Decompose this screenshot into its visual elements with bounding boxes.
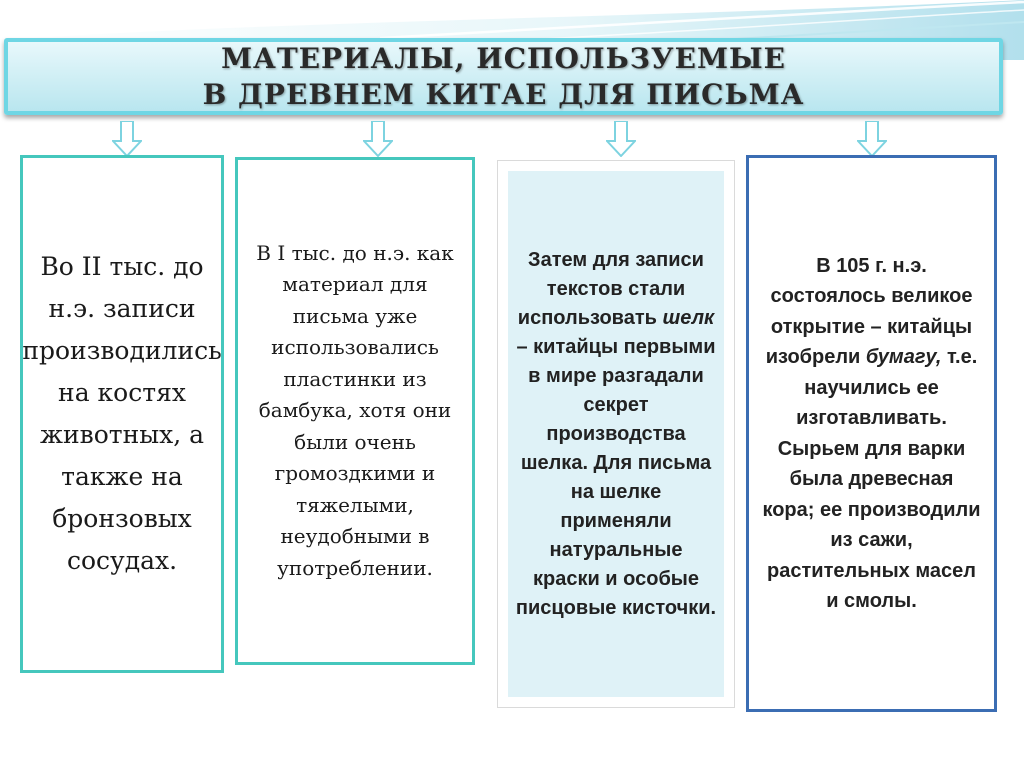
card-silk: [497, 160, 735, 708]
card-inner: [508, 171, 724, 697]
text-part: т.е. научились ее изготавливать. Сырьем для варки была древесная кора; ее производили из сажи, растительных масел и смолы.: [762, 346, 981, 612]
card-bamboo: [235, 157, 475, 665]
card-paper: [746, 155, 997, 712]
title-banner: [4, 38, 1003, 115]
down-arrow-icon: [112, 121, 142, 157]
emphasis-paper: бумагу,: [865, 346, 942, 368]
down-arrow-icon: [857, 121, 887, 157]
emphasis-silk: шелк: [662, 306, 715, 329]
down-arrow-icon: [606, 121, 636, 157]
text-part: Затем для записи текстов стали использовать: [517, 248, 704, 329]
down-arrow-icon: [363, 121, 393, 157]
text-part: – китайцы первыми в мире разгадали секрет производства шелка. Для письма на шелке применяли натуральные краски и особые писцовые кисточки.: [515, 335, 717, 619]
card-text: В I тыс. до н.э. как материал для письма уже использовались пластинки из бамбука, хотя они были очень громоздкими и тяжелыми, неудобными в употреблении.: [256, 240, 454, 580]
title-line-2: В ДРЕВНЕМ КИТАЕ ДЛЯ ПИСЬМА: [202, 77, 805, 111]
card-text: Во II тыс. до н.э. записи производились на костях животных, а также на бронзовых сосудах.: [22, 252, 222, 575]
card-bones-bronze: [20, 155, 224, 673]
title-line-1: МАТЕРИАЛЫ, ИСПОЛЬЗУЕМЫЕ: [221, 41, 786, 75]
text-part: В 105 г. н.э. состоялось великое открытие – китайцы изобрели: [765, 254, 973, 368]
card-text: [508, 246, 724, 623]
card-text: [749, 251, 994, 617]
